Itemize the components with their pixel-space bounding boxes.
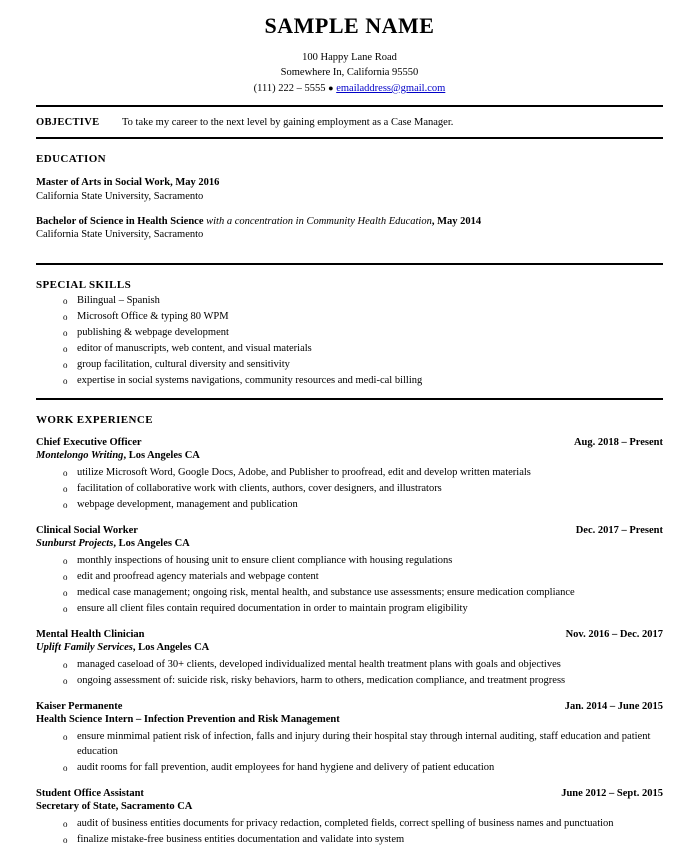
skills-section [36,265,663,388]
contact-phone: (111) 222 – 5555 [253,82,326,94]
job-employer-row [36,800,663,814]
job-title-row [36,700,663,714]
job-dates: June 2012 – Sept. 2015 [561,787,663,799]
job-bullet-list [36,730,663,776]
list-item: o group facilitation, cultural diversity and sensitivity [36,358,663,373]
list-item: o expertise in social systems navigations, community resources and medi-cal billing [36,374,663,389]
contact-block [36,50,663,96]
list-item: o monthly inspections of housing unit to ensure client compliance with housing regulations [36,554,663,569]
job-employer-name: Uplift Family Services [36,642,133,654]
education-degree-main: Master of Arts in Social Work, May 2016 [36,176,220,188]
education-degree-main: Bachelor of Science in Health Science [36,215,207,227]
job-title-row [36,524,663,538]
list-item: o medical case management; ongoing risk, mental health, and substance use assessments; ensure medication compliance [36,586,663,601]
page-title: SAMPLE NAME [264,13,435,38]
job-entry [36,436,663,513]
education-concentration: with a concentration in Community Health Education [206,215,432,227]
job-title: Chief Executive Officer [36,436,142,448]
job-title-row [36,787,663,801]
education-heading: EDUCATION [36,152,107,165]
list-item: o finalize mistake-free business entities documentation and validate into system [36,833,663,848]
job-employer-row [36,449,663,463]
job-employer-location: Secretary of State, Sacramento CA [36,801,193,813]
job-title: Kaiser Permanente [36,700,123,712]
job-bullet-list [36,554,663,617]
contact-address: 100 Happy Lane Road [302,52,397,64]
job-title: Student Office Assistant [36,787,144,799]
job-title: Clinical Social Worker [36,524,138,536]
job-employer-location: , Los Angeles CA [132,642,210,654]
list-item: o ensure minmimal patient risk of infection, falls and injury during their hospital stay through internal auditing, staff education and patient education [36,730,663,760]
contact-phone-email-line [36,81,663,96]
job-bullet-list [36,817,663,848]
list-item: o audit rooms for fall prevention, audit employees for hand hygiene and delivery of patient education [36,761,663,776]
education-degree [36,176,663,190]
list-item: o Microsoft Office & typing 80 WPM [36,310,663,325]
education-entry [36,176,663,204]
skills-heading: SPECIAL SKILLS [36,279,132,292]
job-dates: Aug. 2018 – Present [573,436,663,448]
job-dates: Dec. 2017 – Present [575,524,663,536]
objective-label: OBJECTIVE [36,116,100,128]
education-school: California State University, Sacramento [36,229,204,241]
resume-content [36,0,663,848]
job-employer-row [36,537,663,551]
contact-email-link[interactable]: emailaddress@gmail.com [336,82,446,94]
list-item: o edit and proofread agency materials and webpage content [36,570,663,585]
education-degree [36,215,663,229]
education-section [36,139,663,254]
job-employer-row [36,713,663,727]
job-bullet-list [36,466,663,513]
list-item: o managed caseload of 30+ clients, developed individualized mental health treatment plans with goals and objectives [36,658,663,673]
job-entry [36,628,663,689]
job-entry [36,787,663,848]
contact-city-state-zip: Somewhere In, California 95550 [280,67,419,79]
job-dates: Nov. 2016 – Dec. 2017 [565,628,663,640]
job-employer-name: Sunburst Projects [36,538,114,550]
work-experience-section [36,400,663,848]
education-degree-tail: , May 2014 [431,215,482,227]
job-employer-row [36,641,663,655]
job-dates: Jan. 2014 – June 2015 [564,700,663,712]
list-item: o Bilingual – Spanish [36,294,663,309]
list-item: o webpage development, management and publication [36,498,663,513]
work-experience-heading: WORK EXPERIENCE [36,413,153,426]
list-item: o editor of manuscripts, web content, and visual materials [36,342,663,357]
job-entry [36,524,663,617]
job-title: Mental Health Clinician [36,628,145,640]
job-bullet-list [36,658,663,689]
skills-list [36,294,663,388]
education-school: California State University, Sacramento [36,190,204,202]
list-item: o ongoing assessment of: suicide risk, risky behaviors, harm to others, medication compliance, and treatment progress [36,674,663,689]
divider-after-header [36,105,663,107]
list-item: o ensure all client files contain required documentation in order to maintain program eligibility [36,602,663,617]
bullet-separator-icon: ● [328,82,334,93]
objective-text: To take my career to the next level by gaining employment as a Case Manager. [122,116,454,128]
job-title-row [36,436,663,450]
job-title-row [36,628,663,642]
job-employer-location: , Los Angeles CA [113,538,190,550]
list-item: o audit of business entities documents for privacy redaction, completed fields, correct spelling of business names and punctuation [36,817,663,832]
education-spacer [36,242,663,254]
job-employer-name: Montelongo Writing [36,450,124,462]
objective-section [36,117,663,128]
education-entry [36,215,663,243]
list-item: o publishing & webpage development [36,326,663,341]
job-employer-location: Health Science Intern – Infection Prevention and Risk Management [36,714,340,726]
list-item: o facilitation of collaborative work with clients, authors, cover designers, and illustrators [36,482,663,497]
job-entry [36,700,663,776]
job-employer-location: , Los Angeles CA [123,450,200,462]
list-item: o utilize Microsoft Word, Google Docs, Adobe, and Publisher to proofread, edit and develop written materials [36,466,663,481]
